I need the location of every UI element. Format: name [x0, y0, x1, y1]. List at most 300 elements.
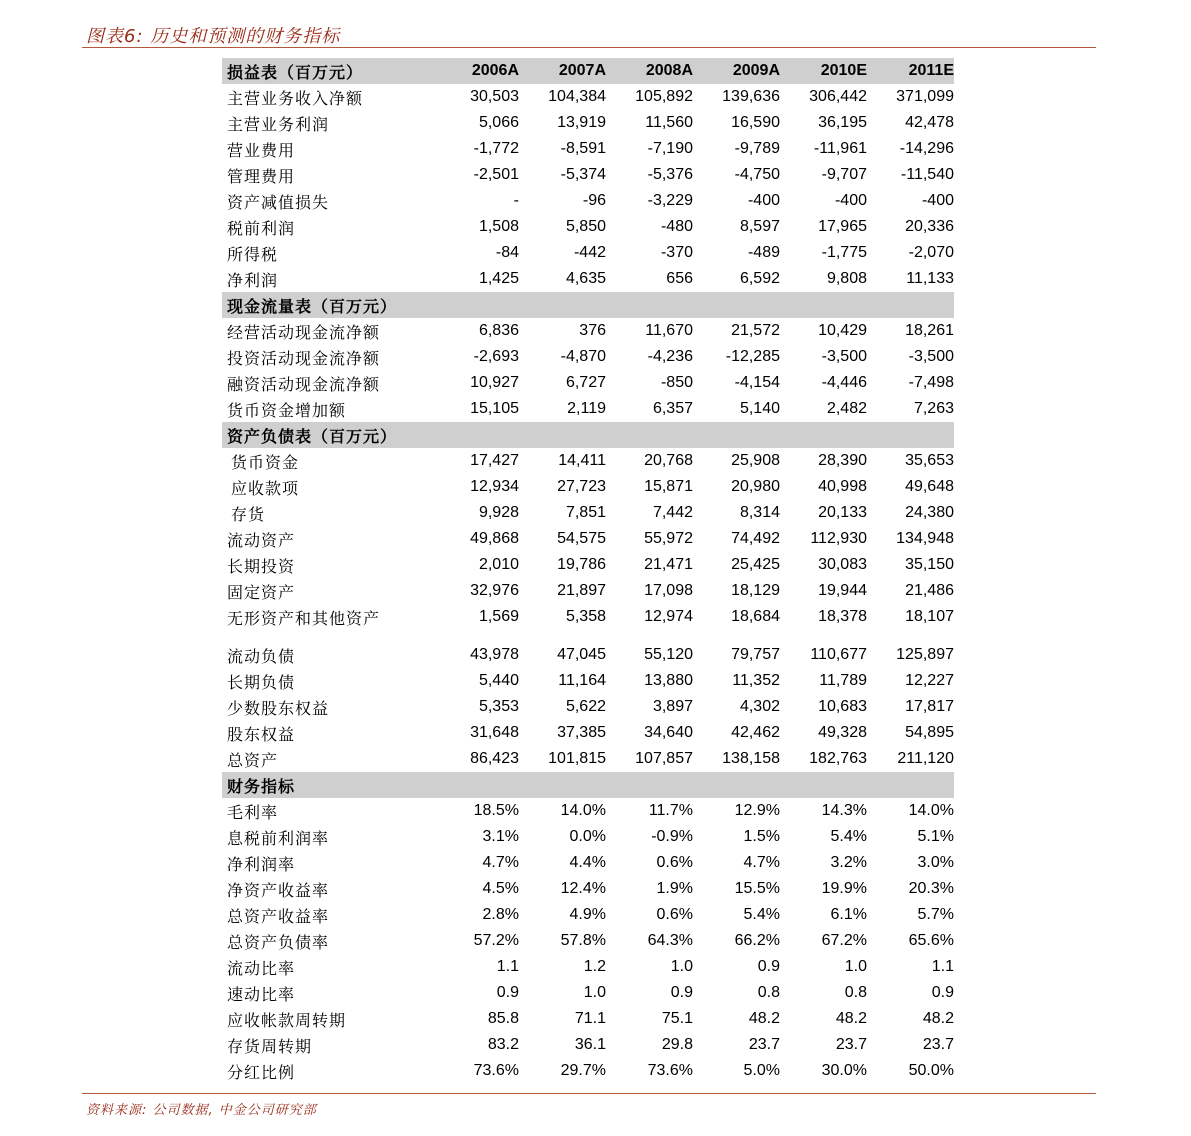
row-value: 0.9 — [757, 958, 780, 975]
row-value: 48.2 — [748, 1010, 780, 1027]
row-value: 54,895 — [905, 724, 954, 741]
row-value: 104,384 — [548, 88, 606, 105]
year-header: 2006A — [437, 58, 519, 84]
row-label: 主营业务收入净额 — [227, 88, 364, 108]
table-row — [222, 136, 954, 162]
row-value: 11,133 — [906, 270, 954, 287]
table-row — [222, 552, 954, 578]
table-row — [222, 396, 954, 422]
row-value: 4.4% — [569, 854, 606, 871]
row-value: -11,961 — [813, 140, 867, 157]
row-value: 31,648 — [470, 724, 519, 741]
row-value: 12,934 — [470, 478, 519, 495]
row-value: -442 — [573, 244, 606, 261]
row-value: 35,150 — [905, 556, 954, 573]
row-label: 总资产收益率 — [227, 906, 330, 926]
row-value: 75.1 — [661, 1010, 693, 1027]
row-value: -7,190 — [647, 140, 693, 157]
row-label: 无形资产和其他资产 — [227, 608, 381, 628]
row-value: 11.7% — [648, 802, 693, 819]
row-value: 43,978 — [470, 646, 519, 663]
table-row — [222, 526, 954, 552]
table-row — [222, 720, 954, 746]
table-row — [222, 188, 954, 214]
row-value: -4,750 — [734, 166, 780, 183]
row-value: 23.7 — [835, 1036, 867, 1053]
row-value: 1,569 — [478, 608, 519, 625]
header-cell — [437, 422, 519, 448]
row-value: -7,498 — [908, 374, 954, 391]
row-label: 主营业务利润 — [227, 114, 330, 134]
row-label: 固定资产 — [227, 582, 296, 602]
header-cell — [693, 292, 780, 318]
row-label: 毛利率 — [227, 802, 279, 822]
figure-title: 图表6: 历史和预测的财务指标 — [86, 26, 341, 47]
row-value: 73.6% — [647, 1062, 693, 1079]
row-value: 30,083 — [818, 556, 867, 573]
row-label: 应收帐款周转期 — [227, 1010, 347, 1030]
row-value: 1.0 — [670, 958, 693, 975]
row-value: 57.8% — [560, 932, 606, 949]
row-value: 23.7 — [922, 1036, 954, 1053]
row-value: 2,482 — [826, 400, 867, 417]
spacer-row — [222, 630, 954, 642]
row-value: 4.5% — [482, 880, 519, 897]
source-note: 资料来源: 公司数据, 中金公司研究部 — [86, 1103, 317, 1118]
row-value: 1.0 — [583, 984, 606, 1001]
row-value: -5,376 — [647, 166, 693, 183]
row-value: 12,974 — [644, 608, 693, 625]
cashflow-header-row — [222, 292, 954, 318]
table-row — [222, 344, 954, 370]
row-value: -489 — [747, 244, 780, 261]
row-label: 净利润率 — [227, 854, 296, 874]
row-value: -3,229 — [647, 192, 693, 209]
row-value: 48.2 — [835, 1010, 867, 1027]
row-value: 16,590 — [731, 114, 780, 131]
row-value: -5,374 — [560, 166, 606, 183]
row-value: 5.0% — [743, 1062, 780, 1079]
row-value: 21,471 — [644, 556, 693, 573]
section-header-label: 损益表（百万元） — [222, 58, 437, 84]
table-row — [222, 850, 954, 876]
row-value: -400 — [834, 192, 867, 209]
top-rule — [82, 47, 1096, 48]
row-value: 5.7% — [917, 906, 954, 923]
table-row — [222, 1058, 954, 1084]
row-value: 139,636 — [722, 88, 780, 105]
row-value: 18,261 — [905, 322, 954, 339]
row-value: -9,789 — [734, 140, 780, 157]
table-row — [222, 318, 954, 344]
year-header: 2011E — [867, 58, 954, 84]
row-value: 6,727 — [565, 374, 606, 391]
row-value: 65.6% — [908, 932, 954, 949]
row-value: 21,486 — [905, 582, 954, 599]
row-value: -4,870 — [560, 348, 606, 365]
row-value: 6,836 — [478, 322, 519, 339]
row-value: 3.2% — [830, 854, 867, 871]
row-value: 20,768 — [644, 452, 693, 469]
table-row — [222, 578, 954, 604]
row-value: 18,684 — [731, 608, 780, 625]
table-row — [222, 84, 954, 110]
row-label: 管理费用 — [227, 166, 296, 186]
row-value: -4,446 — [821, 374, 867, 391]
row-value: 29.7% — [560, 1062, 606, 1079]
row-value: 134,948 — [896, 530, 954, 547]
bottom-rule — [82, 1093, 1096, 1094]
row-value: 49,328 — [818, 724, 867, 741]
row-value: 12.9% — [734, 802, 780, 819]
row-value: 7,442 — [652, 504, 693, 521]
row-value: 6.1% — [830, 906, 867, 923]
row-value: 11,164 — [558, 672, 606, 689]
row-value: 9,928 — [478, 504, 519, 521]
row-value: 66.2% — [734, 932, 780, 949]
header-cell — [867, 292, 954, 318]
row-value: 24,380 — [905, 504, 954, 521]
row-label: 总资产 — [227, 750, 279, 770]
row-value: 42,478 — [905, 114, 954, 131]
row-value: 18,378 — [818, 608, 867, 625]
spacer-cell — [437, 630, 519, 642]
row-label: 营业费用 — [227, 140, 296, 160]
row-value: 3.1% — [482, 828, 519, 845]
row-value: 49,648 — [905, 478, 954, 495]
row-value: 0.9 — [931, 984, 954, 1001]
row-value: -2,501 — [473, 166, 519, 183]
table-row — [222, 604, 954, 630]
row-value: 14.0% — [908, 802, 954, 819]
row-label: 融资活动现金流净额 — [227, 374, 381, 394]
row-value: 0.8 — [844, 984, 867, 1001]
row-value: 36.1 — [574, 1036, 606, 1053]
row-value: 86,423 — [470, 750, 519, 767]
row-value: 7,263 — [913, 400, 954, 417]
row-value: -2,693 — [473, 348, 519, 365]
row-label: 流动负债 — [227, 646, 296, 666]
header-cell — [693, 772, 780, 798]
row-value: 85.8 — [487, 1010, 519, 1027]
header-cell — [519, 772, 606, 798]
row-value: 5,622 — [565, 698, 606, 715]
row-value: 6,592 — [739, 270, 780, 287]
spacer-cell — [519, 630, 606, 642]
table-row — [222, 214, 954, 240]
header-cell — [437, 772, 519, 798]
spacer-cell — [693, 630, 780, 642]
row-value: 0.6% — [656, 906, 693, 923]
row-value: -84 — [495, 244, 519, 261]
row-value: 20,336 — [905, 218, 954, 235]
row-value: 9,808 — [826, 270, 867, 287]
table-row — [222, 980, 954, 1006]
table-row — [222, 902, 954, 928]
row-value: 18,129 — [731, 582, 780, 599]
section-header-label: 资产负债表（百万元） — [222, 422, 437, 448]
row-value: 101,815 — [548, 750, 606, 767]
row-value: 54,575 — [557, 530, 606, 547]
row-value: 11,560 — [645, 114, 693, 131]
row-value: -96 — [582, 192, 606, 209]
row-value: 13,919 — [557, 114, 606, 131]
row-label: 所得税 — [227, 244, 279, 264]
row-value: 79,757 — [731, 646, 780, 663]
row-value: 17,098 — [644, 582, 693, 599]
row-value: 55,972 — [644, 530, 693, 547]
row-value: -850 — [660, 374, 693, 391]
row-value: 20.3% — [908, 880, 954, 897]
header-cell — [780, 292, 867, 318]
row-label: 经营活动现金流净额 — [227, 322, 381, 342]
row-value: 182,763 — [809, 750, 867, 767]
row-value: 0.8 — [757, 984, 780, 1001]
row-value: 5.4% — [830, 828, 867, 845]
row-value: 1,508 — [478, 218, 519, 235]
row-value: 34,640 — [644, 724, 693, 741]
row-value: 36,195 — [818, 114, 867, 131]
header-cell — [519, 292, 606, 318]
table-row — [222, 694, 954, 720]
year-header: 2009A — [693, 58, 780, 84]
row-value: 376 — [579, 322, 606, 339]
row-value: 0.0% — [569, 828, 606, 845]
row-value: 19.9% — [821, 880, 867, 897]
row-value: 105,892 — [635, 88, 693, 105]
row-value: 71.1 — [574, 1010, 606, 1027]
row-value: -1,772 — [473, 140, 519, 157]
row-value: 14,411 — [558, 452, 606, 469]
row-value: 17,427 — [470, 452, 519, 469]
row-value: 18.5% — [473, 802, 519, 819]
header-cell — [693, 422, 780, 448]
row-label: 长期投资 — [227, 556, 296, 576]
row-value: 7,851 — [565, 504, 606, 521]
row-value: 55,120 — [644, 646, 693, 663]
table-row — [222, 500, 954, 526]
row-value: 110,677 — [810, 646, 867, 663]
row-value: 19,944 — [818, 582, 867, 599]
row-value: 12,227 — [905, 672, 954, 689]
row-label: 速动比率 — [227, 984, 296, 1004]
row-value: 5,850 — [565, 218, 606, 235]
table-row — [222, 642, 954, 668]
row-value: 1.0 — [844, 958, 867, 975]
row-value: 11,670 — [645, 322, 693, 339]
row-value: 1.9% — [656, 880, 693, 897]
row-value: 5,440 — [478, 672, 519, 689]
row-value: 4,302 — [739, 698, 780, 715]
table-row — [222, 266, 954, 292]
row-value: 17,965 — [818, 218, 867, 235]
row-value: 112,930 — [810, 530, 867, 547]
financial-table — [222, 58, 954, 1084]
row-value: 125,897 — [896, 646, 954, 663]
row-value: -0.9% — [651, 828, 693, 845]
spacer-cell — [606, 630, 693, 642]
row-value: 656 — [666, 270, 693, 287]
row-value: 49,868 — [470, 530, 519, 547]
row-label: 少数股东权益 — [227, 698, 330, 718]
row-value: 306,442 — [809, 88, 867, 105]
header-cell — [780, 422, 867, 448]
ratios-header-row — [222, 772, 954, 798]
row-value: 50.0% — [908, 1062, 954, 1079]
row-value: 5,358 — [565, 608, 606, 625]
row-value: -8,591 — [560, 140, 606, 157]
row-label: 净利润 — [227, 270, 279, 290]
row-value: 73.6% — [473, 1062, 519, 1079]
row-value: 1,425 — [478, 270, 519, 287]
row-value: 20,133 — [818, 504, 867, 521]
row-value: 211,120 — [897, 750, 954, 767]
row-value: 32,976 — [470, 582, 519, 599]
row-value: 371,099 — [896, 88, 954, 105]
row-label: 流动比率 — [227, 958, 296, 978]
row-label: 长期负债 — [227, 672, 296, 692]
row-value: 2,010 — [478, 556, 519, 573]
row-value: 2,119 — [567, 400, 606, 417]
row-label: 资产减值损失 — [227, 192, 330, 212]
row-value: 10,429 — [818, 322, 867, 339]
header-cell — [437, 292, 519, 318]
row-value: -370 — [660, 244, 693, 261]
row-value: 3.0% — [917, 854, 954, 871]
row-value: 1.1 — [931, 958, 954, 975]
row-value: 1.5% — [743, 828, 780, 845]
row-value: 83.2 — [487, 1036, 519, 1053]
row-value: 5.1% — [917, 828, 954, 845]
table-row — [222, 240, 954, 266]
header-cell — [606, 292, 693, 318]
section-header-label: 财务指标 — [222, 772, 437, 798]
row-value: 15.5% — [734, 880, 780, 897]
row-value: -3,500 — [908, 348, 954, 365]
row-value: 25,425 — [731, 556, 780, 573]
spacer-cell — [222, 630, 437, 642]
row-label: 存货 — [231, 504, 266, 524]
row-value: 57.2% — [473, 932, 519, 949]
row-value: 10,683 — [818, 698, 867, 715]
row-value: 42,462 — [731, 724, 780, 741]
spacer-cell — [867, 630, 954, 642]
row-value: -9,707 — [821, 166, 867, 183]
row-value: -400 — [747, 192, 780, 209]
row-value: 13,880 — [644, 672, 693, 689]
row-label: 货币资金增加额 — [227, 400, 347, 420]
row-value: 20,980 — [731, 478, 780, 495]
row-value: 19,786 — [557, 556, 606, 573]
row-value: 5,353 — [478, 698, 519, 715]
row-label: 分红比例 — [227, 1062, 296, 1082]
row-value: 1.2 — [583, 958, 606, 975]
row-value: -12,285 — [725, 348, 780, 365]
row-value: 5,140 — [739, 400, 780, 417]
row-value: 15,105 — [470, 400, 519, 417]
row-value: 0.9 — [670, 984, 693, 1001]
row-label: 货币资金 — [231, 452, 300, 472]
row-label: 流动资产 — [227, 530, 296, 550]
section-header-label: 现金流量表（百万元） — [222, 292, 437, 318]
row-value: 4.7% — [743, 854, 780, 871]
row-value: 40,998 — [818, 478, 867, 495]
table-row — [222, 954, 954, 980]
row-value: 48.2 — [922, 1010, 954, 1027]
table-row — [222, 370, 954, 396]
row-value: 18,107 — [905, 608, 954, 625]
row-value: 47,045 — [557, 646, 606, 663]
row-label: 投资活动现金流净额 — [227, 348, 381, 368]
row-value: 14.3% — [821, 802, 867, 819]
row-label: 税前利润 — [227, 218, 296, 238]
year-header: 2007A — [519, 58, 606, 84]
row-value: 2.8% — [482, 906, 519, 923]
row-value: -480 — [660, 218, 693, 235]
table-row — [222, 746, 954, 772]
table-row — [222, 824, 954, 850]
row-value: 74,492 — [731, 530, 780, 547]
table-row — [222, 876, 954, 902]
row-value: 30,503 — [470, 88, 519, 105]
row-value: 27,723 — [557, 478, 606, 495]
row-value: 11,789 — [819, 672, 867, 689]
row-label: 净资产收益率 — [227, 880, 330, 900]
row-value: 35,653 — [905, 452, 954, 469]
table-row — [222, 1006, 954, 1032]
row-value: 14.0% — [560, 802, 606, 819]
financial-table-body — [222, 58, 954, 1084]
row-value: 23.7 — [748, 1036, 780, 1053]
row-value: 21,572 — [731, 322, 780, 339]
table-row — [222, 798, 954, 824]
header-cell — [780, 772, 867, 798]
row-value: 25,908 — [731, 452, 780, 469]
row-label: 股东权益 — [227, 724, 296, 744]
row-value: 15,871 — [644, 478, 693, 495]
row-value: 138,158 — [722, 750, 780, 767]
row-label: 应收款项 — [231, 478, 300, 498]
row-value: -1,775 — [821, 244, 867, 261]
row-value: 8,314 — [739, 504, 780, 521]
table-row — [222, 162, 954, 188]
year-header: 2010E — [780, 58, 867, 84]
row-value: 6,357 — [652, 400, 693, 417]
row-value: 29.8 — [661, 1036, 693, 1053]
row-value: 8,597 — [739, 218, 780, 235]
row-value: 107,857 — [635, 750, 693, 767]
row-value: -4,154 — [734, 374, 780, 391]
row-value: 37,385 — [557, 724, 606, 741]
row-value: 0.9 — [496, 984, 519, 1001]
table-row — [222, 110, 954, 136]
row-label: 存货周转期 — [227, 1036, 313, 1056]
table-row — [222, 448, 954, 474]
balance-header-row — [222, 422, 954, 448]
row-value: -11,540 — [900, 166, 954, 183]
row-value: 4,635 — [565, 270, 606, 287]
header-cell — [519, 422, 606, 448]
row-value: - — [513, 192, 519, 209]
header-cell — [606, 772, 693, 798]
row-value: 4.9% — [569, 906, 606, 923]
table-row — [222, 474, 954, 500]
row-value: -3,500 — [821, 348, 867, 365]
row-value: -400 — [921, 192, 954, 209]
table-row — [222, 1032, 954, 1058]
income-header-row — [222, 58, 954, 84]
row-value: 1.1 — [496, 958, 519, 975]
